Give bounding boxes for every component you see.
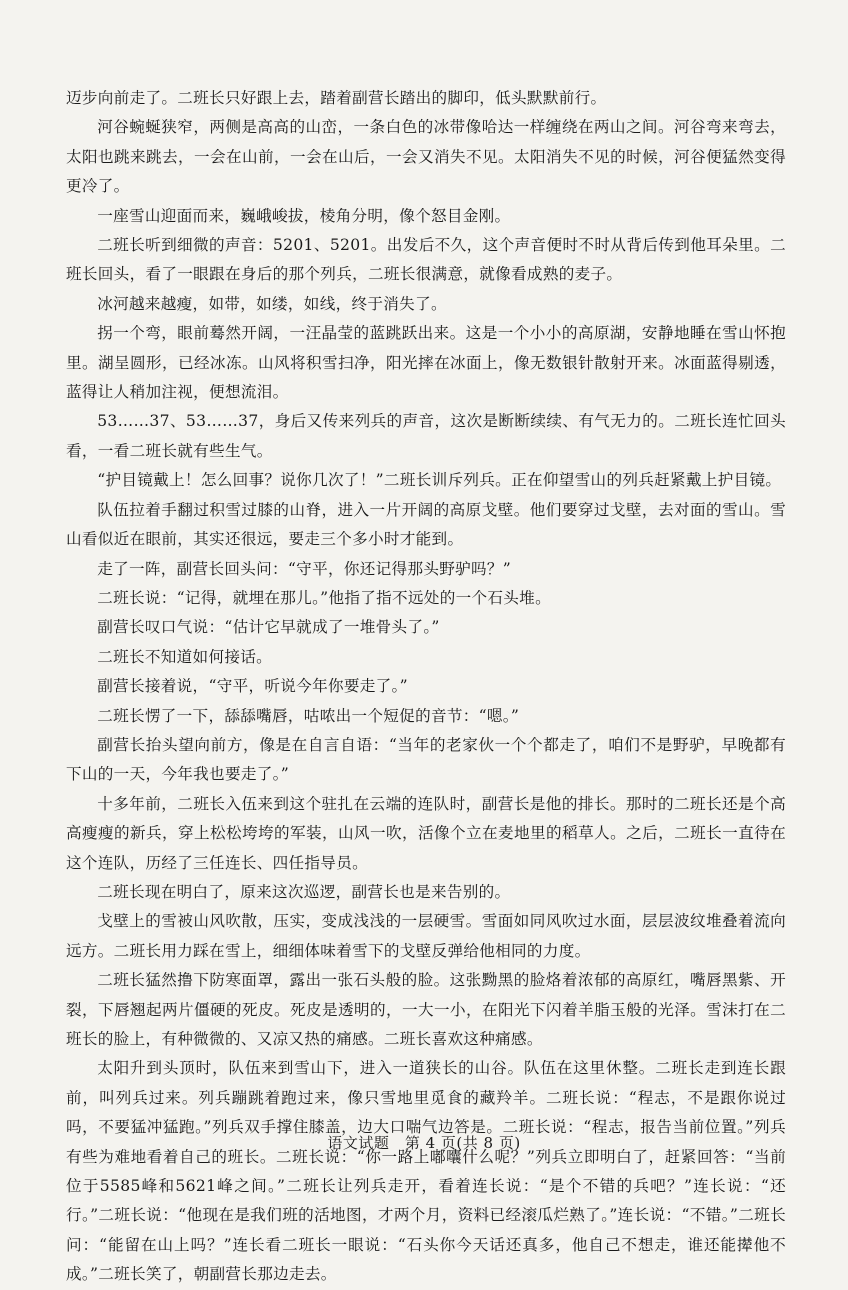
paragraph: 二班长说：“记得，就埋在那儿。”他指了指不远处的一个石头堆。	[97, 588, 551, 607]
paragraph: 二班长听到细微的声音：5201、5201。出发后不久，这个声音便时不时从背后传到他耳朵里。二班长回头，看了一眼跟在身后的那个列兵，二班长很满意，就像看成熟的麦子。	[66, 236, 786, 284]
paragraph: 一座雪山迎面而来，巍峨峻拔，棱角分明，像个怒目金刚。	[97, 206, 511, 225]
paragraph: 二班长不知道如何接话。	[97, 647, 273, 666]
paragraph: 副营长叹口气说：“估计它早就成了一堆骨头了。”	[97, 618, 440, 637]
paragraph: 冰河越来越瘦，如带，如缕，如线，终于消失了。	[97, 294, 447, 313]
paragraph: 迈步向前走了。二班长只好跟上去，踏着副营长踏出的脚印，低头默默前行。	[66, 89, 607, 107]
paragraph: 河谷蜿蜒狭窄，两侧是高高的山峦，一条白色的冰带像哈达一样缠绕在两山之间。河谷弯来弯去，太阳也跳来跳去，一会在山前，一会在山后，一会又消失不见。太阳消失不见的时候，河谷便猛然变得更冷了。	[66, 118, 786, 196]
paragraph: 二班长猛然撸下防寒面罩，露出一张石头般的脸。这张黝黑的脸烙着浓郁的高原红，嘴唇黑紫、开裂，下唇翘起两片僵硬的死皮。死皮是透明的，一大一小，在阳光下闪着羊脂玉般的光泽。雪沫打在二班长的脸上，有种微微的、又凉又热的痛感。二班长喜欢这种痛感。	[66, 971, 786, 1048]
page-footer: 语文试题 第 4 页(共 8 页)	[327, 1134, 521, 1152]
paragraph: “护目镜戴上！怎么回事？说你几次了！”二班长训斥列兵。正在仰望雪山的列兵赶紧戴上护目镜。	[97, 471, 782, 490]
paragraph: 太阳升到头顶时，队伍来到雪山下，进入一道狭长的山谷。队伍在这里休整。二班长走到连长跟前，叫列兵过来。列兵蹦跳着跑过来，像只雪地里觅食的藏羚羊。二班长说：“程志，不是跟你说过吗，不要猛冲猛跑。”列兵双手撑住膝盖，边大口喘气边答是。二班长说：“程志，报告当前位置。”列兵有些为难地看着自己的班长。二班长说：“你一路上嘟囔什么呢？”列兵立即明白了，赶紧回答：“当前位于5585峰和5621峰之间。”二班长让列兵走开，看着连长说：“是个不错的兵吧？”连长说：“还行。”二班长说：“他现在是我们班的活地图，才两个月，资料已经滚瓜烂熟了。”连长说：“不错。”二班长问：“能留在山上吗？”连长看二班长一眼说：“石头你今天话还真多，他自己不想走，谁还能撵他不成。”二班长笑了，朝副营长那边走去。	[66, 1059, 786, 1284]
paragraph: 拐一个弯，眼前蓦然开阔，一汪晶莹的蓝跳跃出来。这是一个小小的高原湖，安静地睡在雪山怀抱里。湖呈圆形，已经冰冻。山风将积雪扫净，阳光摔在冰面上，像无数银针散射开来。冰面蓝得剔透，蓝得让人稍加注视，便想流泪。	[66, 324, 786, 402]
paragraph: 戈壁上的雪被山风吹散，压实，变成浅浅的一层硬雪。雪面如同风吹过水面，层层波纹堆叠着流向远方。二班长用力踩在雪上，细细体味着雪下的戈壁反弹给他相同的力度。	[66, 912, 786, 960]
paragraph: 副营长接着说，“守平，听说今年你要走了。”	[97, 677, 408, 696]
paragraph: 队伍拉着手翻过积雪过膝的山脊，进入一片开阔的高原戈壁。他们要穿过戈壁，去对面的雪山。雪山看似近在眼前，其实还很远，要走三个多小时才能到。	[66, 500, 786, 549]
paragraph: 十多年前，二班长入伍来到这个驻扎在云端的连队时，副营长是他的排长。那时的二班长还是个高高瘦瘦的新兵，穿上松松垮垮的军装，山风一吹，活像个立在麦地里的稻草人。之后，二班长一直待在这个连队，历经了三任连长、四任指导员。	[66, 794, 786, 872]
paragraph: 53……37、53……37，身后又传来列兵的声音，这次是断断续续、有气无力的。二班长连忙回头看，一看二班长就有些生气。	[66, 412, 786, 460]
paragraph: 走了一阵，副营长回头问：“守平，你还记得那头野驴吗？”	[97, 559, 512, 578]
article-body	[66, 84, 786, 1290]
paragraph: 二班长愣了一下，舔舔嘴唇，咕哝出一个短促的音节：“嗯。”	[97, 706, 520, 725]
paragraph: 副营长抬头望向前方，像是在自言自语：“当年的老家伙一个个都走了，咱们不是野驴，早晚都有下山的一天，今年我也要走了。”	[66, 735, 786, 784]
paragraph: 二班长现在明白了，原来这次巡逻，副营长也是来告别的。	[97, 882, 511, 901]
